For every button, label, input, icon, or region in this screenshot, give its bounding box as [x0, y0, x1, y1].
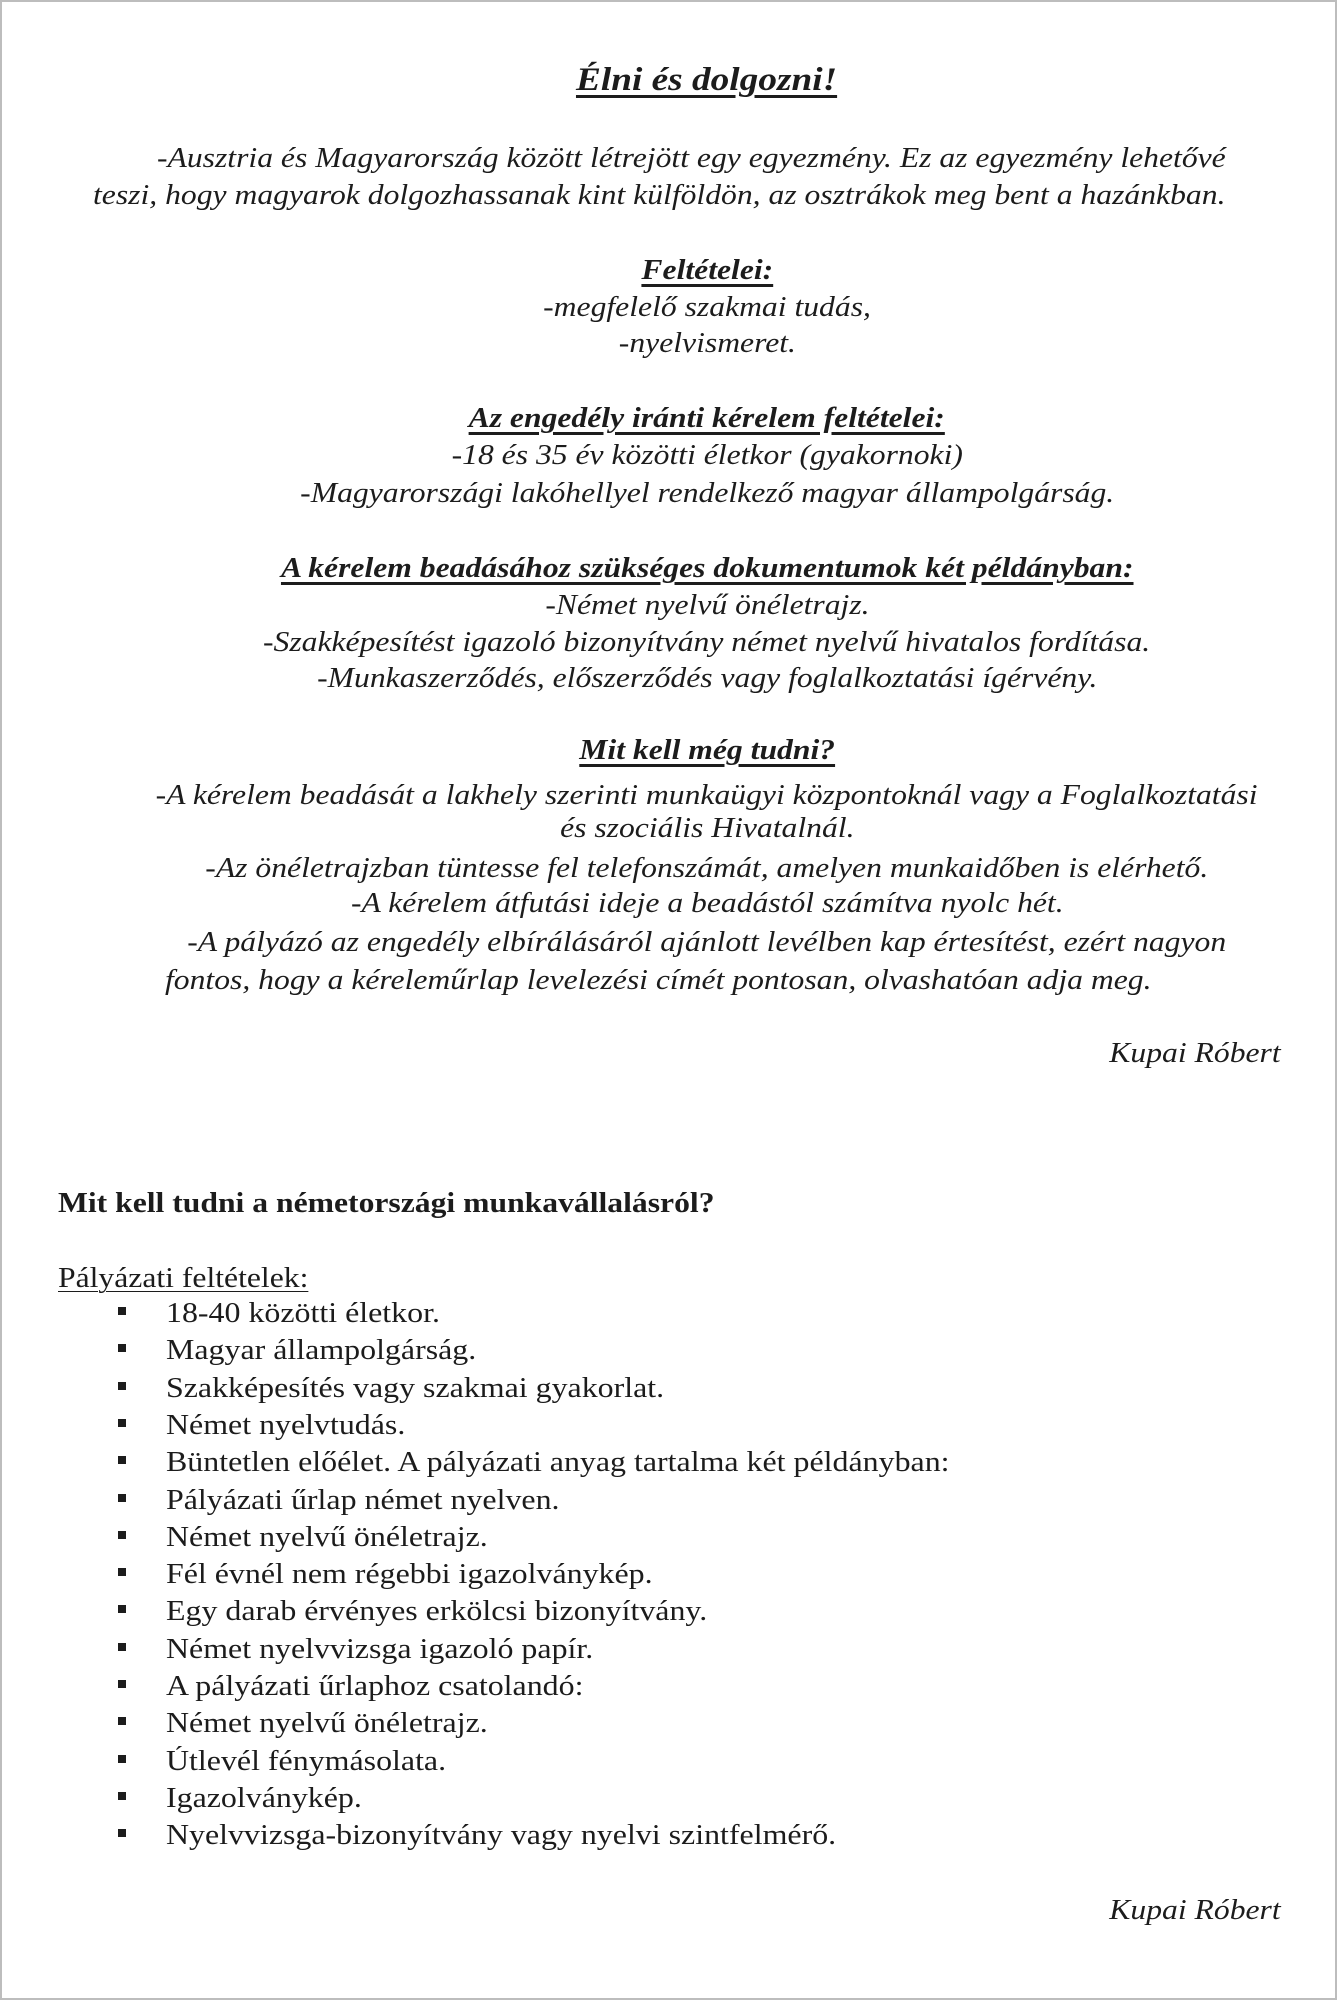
square-bullet-icon	[118, 1494, 126, 1502]
list-item	[0, 1375, 1100, 1405]
list-item-text: Útlevél fénymásolata.	[166, 1746, 447, 1777]
square-bullet-icon	[118, 1605, 126, 1613]
square-bullet-icon	[118, 1531, 126, 1539]
list-subheading-text: Pályázati feltételek:	[58, 1263, 309, 1294]
list-item-text: A pályázati űrlaphoz csatolandó:	[166, 1671, 584, 1702]
section-heading-text: A kérelem beadásához szükséges dokumentumok két példányban:	[280, 553, 1134, 584]
section-line	[107, 782, 1307, 810]
article-title	[107, 64, 1307, 97]
section-line-text: és szociális Hivatalnál.	[559, 813, 855, 844]
section-line	[107, 330, 1307, 358]
article2-title-text: Mit kell tudni a németországi munkavállalásról?	[58, 1188, 715, 1219]
author-signature	[1109, 1038, 1281, 1069]
list-item-text: Büntetlen előélet. A pályázati anyag tartalma két példányban:	[166, 1447, 950, 1478]
list-item	[0, 1487, 1100, 1517]
section-heading-text: Mit kell még tudni?	[579, 735, 835, 766]
list-item	[0, 1561, 1100, 1591]
list-item	[0, 1673, 1100, 1703]
article-title-text: Élni és dolgozni!	[576, 62, 838, 98]
section-line-text: -Szakképesítést igazoló bizonyítvány német nyelvű hivatalos fordítása.	[263, 627, 1151, 658]
section-line	[107, 442, 1307, 470]
section-line-text: -nyelvismeret.	[618, 328, 796, 359]
author-name: Kupai Róbert	[1109, 1038, 1281, 1069]
section-line-text: -Magyarországi lakóhellyel rendelkező magyar állampolgárság.	[299, 478, 1115, 509]
list-item-text: Egy darab érvényes erkölcsi bizonyítvány.	[166, 1596, 708, 1627]
square-bullet-icon	[118, 1680, 126, 1688]
square-bullet-icon	[118, 1382, 126, 1390]
section-heading-text: Feltételei:	[641, 255, 773, 286]
section-line	[107, 929, 1307, 957]
section-line-text: -18 és 35 év közötti életkor (gyakornoki)	[451, 440, 963, 471]
list-item-text: Magyar állampolgárság.	[166, 1335, 477, 1366]
square-bullet-icon	[118, 1829, 126, 1837]
list-item	[0, 1337, 1100, 1367]
section-line	[107, 294, 1307, 322]
list-item	[0, 1710, 1100, 1740]
list-item-text: Fél évnél nem régebbi igazolványkép.	[166, 1559, 653, 1590]
section-line	[107, 592, 1307, 620]
section-line	[107, 855, 1307, 883]
section-line-text: -A kérelem átfutási ideje a beadástól számítva nyolc hét.	[350, 888, 1064, 919]
square-bullet-icon	[118, 1792, 126, 1800]
list-item-text: Szakképesítés vagy szakmai gyakorlat.	[166, 1373, 665, 1404]
list-item-text: 18-40 közötti életkor.	[166, 1298, 440, 1329]
section-line-text: -megfelelő szakmai tudás,	[543, 292, 871, 323]
section-line-text: -Német nyelvű önéletrajz.	[544, 590, 870, 621]
section-heading	[107, 737, 1307, 765]
list-item	[0, 1300, 1100, 1330]
list-item	[0, 1785, 1100, 1815]
list-item	[0, 1449, 1100, 1479]
square-bullet-icon	[118, 1717, 126, 1725]
list-item-text: Német nyelvtudás.	[166, 1410, 406, 1441]
list-item-text: Igazolványkép.	[166, 1783, 362, 1814]
list-item	[0, 1598, 1100, 1628]
list-item	[0, 1524, 1100, 1554]
intro-line	[157, 143, 1226, 174]
section-line-text: -A kérelem beadását a lakhely szerinti munkaügyi központoknál vagy a Foglalkoztatási	[156, 780, 1258, 811]
section-heading	[107, 405, 1307, 433]
section-line-text: -Munkaszerződés, előszerződés vagy foglalkoztatási ígérvény.	[316, 663, 1098, 694]
section-line-text: fontos, hogy a kéreleműrlap levelezési címét pontosan, olvashatóan adja meg.	[165, 965, 1152, 996]
section-line	[107, 815, 1307, 843]
list-item	[0, 1412, 1100, 1442]
article2-title	[58, 1188, 715, 1219]
list-item-text: Német nyelvű önéletrajz.	[166, 1708, 488, 1739]
section-line	[107, 665, 1307, 693]
author-signature	[1109, 1895, 1281, 1926]
section-line	[165, 965, 1152, 996]
square-bullet-icon	[118, 1643, 126, 1651]
section-line-text: -A pályázó az engedély elbírálásáról ajánlott levélben kap értesítést, ezért nagyon	[187, 927, 1227, 958]
section-heading-text: Az engedély iránti kérelem feltételei:	[468, 403, 946, 434]
intro-line-text: teszi, hogy magyarok dolgozhassanak kint külföldön, az osztrákok meg bent a hazánkban.	[93, 180, 1226, 211]
square-bullet-icon	[118, 1344, 126, 1352]
list-item-text: Német nyelvvizsga igazoló papír.	[166, 1634, 594, 1665]
intro-line	[93, 180, 1226, 211]
square-bullet-icon	[118, 1755, 126, 1763]
section-line	[107, 890, 1307, 918]
list-item-text: Német nyelvű önéletrajz.	[166, 1522, 488, 1553]
list-item-text: Nyelvvizsga-bizonyítvány vagy nyelvi szintfelmérő.	[166, 1820, 837, 1851]
section-heading	[107, 257, 1307, 285]
list-subheading	[58, 1263, 309, 1294]
square-bullet-icon	[118, 1456, 126, 1464]
section-line	[107, 480, 1307, 508]
square-bullet-icon	[118, 1568, 126, 1576]
list-item	[0, 1636, 1100, 1666]
section-line	[107, 629, 1307, 657]
intro-line-text: -Ausztria és Magyarország között létrejött egy egyezmény. Ez az egyezmény lehetővé	[157, 143, 1226, 174]
section-heading	[107, 555, 1307, 583]
list-item	[0, 1748, 1100, 1778]
section-line-text: -Az önéletrajzban tüntesse fel telefonszámát, amelyen munkaidőben is elérhető.	[205, 853, 1209, 884]
square-bullet-icon	[118, 1307, 126, 1315]
list-item	[0, 1822, 1100, 1852]
author-name: Kupai Róbert	[1109, 1895, 1281, 1926]
list-item-text: Pályázati űrlap német nyelven.	[166, 1485, 560, 1516]
square-bullet-icon	[118, 1419, 126, 1427]
